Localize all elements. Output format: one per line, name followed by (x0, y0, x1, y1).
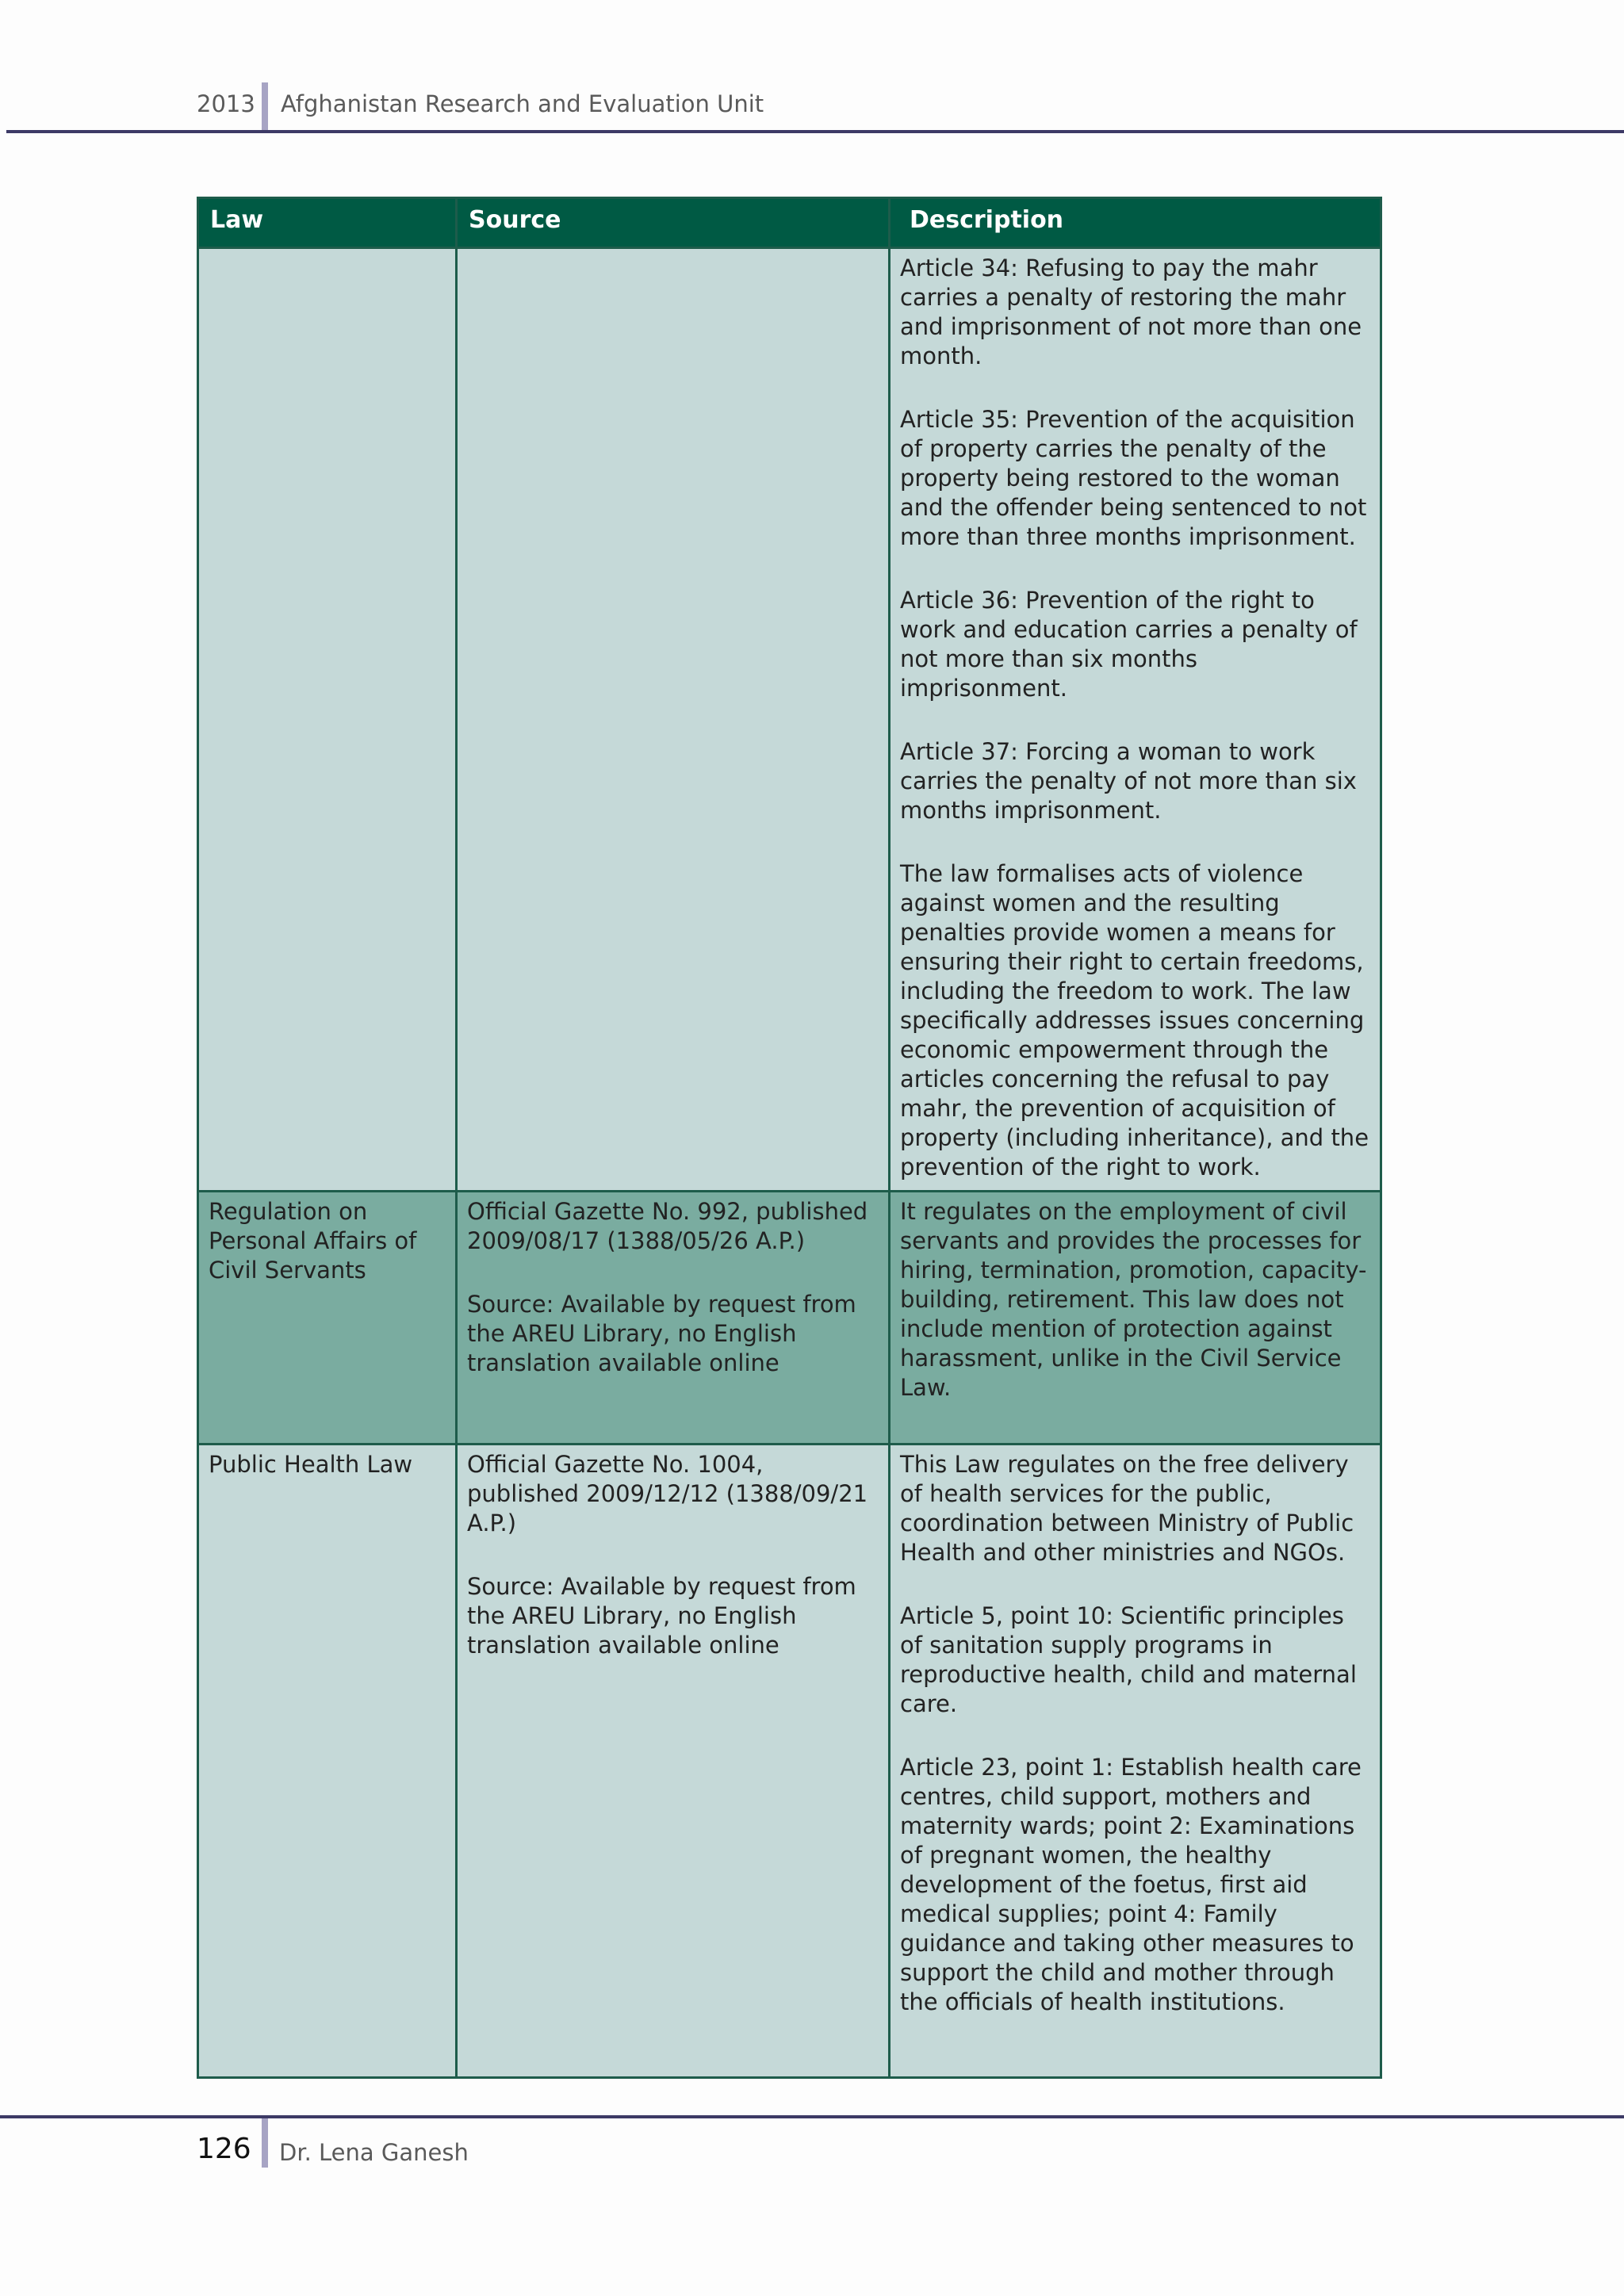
header-rule (6, 130, 1624, 133)
description-paragraph: Article 37: Forcing a woman to work carries the penalty of not more than six months imprisonment. (900, 738, 1357, 824)
column-header-source: Source (457, 198, 890, 248)
description-paragraph: Article 36: Prevention of the right to work and education carries a penalty of not more than six months imprisonment. (900, 587, 1358, 702)
column-header-description: Description (890, 198, 1381, 248)
table-row (198, 1192, 1381, 1445)
source-paragraph: Source: Available by request from the AREU Library, no English translation available online (467, 1573, 856, 1659)
law-cell: Public Health Law (198, 1445, 457, 2078)
footer-rule (0, 2115, 1624, 2118)
source-paragraph: Official Gazette No. 1004, published 2009/12/12 (1388/09/21 A.P.) (467, 1451, 868, 1536)
header-organization: Afghanistan Research and Evaluation Unit (281, 90, 764, 117)
header-divider (262, 82, 268, 132)
description-paragraph: It regulates on the employment of civil servants and provides the processes for hiring, termination, promotion, capacity-building, retirement. This law does not include mention of protection against harassment, unlike in the Civil Service Law. (900, 1198, 1367, 1401)
description-cell (890, 248, 1381, 1192)
source-cell (457, 1445, 890, 2078)
table-row (198, 1445, 1381, 2078)
description-paragraph: Article 23, point 1: Establish health care centres, child support, mothers and maternity wards; point 2: Examinations of pregnant women, the healthy development of the foetus, first aid medical supplies; point 4: Family guidance and taking other measures to support the child and mother through the officials of health institutions. (900, 1754, 1362, 2015)
description-paragraph: Article 34: Refusing to pay the mahr carries a penalty of restoring the mahr and imprisonment of not more than one month. (900, 254, 1362, 369)
footer-author: Dr. Lena Ganesh (279, 2139, 469, 2166)
column-header-law: Law (198, 198, 457, 248)
description-cell (890, 1192, 1381, 1445)
description-paragraph: This Law regulates on the free delivery of health services for the public, coordination between Ministry of Public Health and other ministries and NGOs. (900, 1451, 1354, 1566)
description-cell (890, 1445, 1381, 2078)
footer-divider (262, 2118, 268, 2168)
source-paragraph: Source: Available by request from the AREU Library, no English translation available online (467, 1291, 856, 1376)
page-number: 126 (197, 2133, 251, 2165)
table-header-row (198, 198, 1381, 248)
source-cell (457, 248, 890, 1192)
law-cell (198, 248, 457, 1192)
table-row (198, 248, 1381, 1192)
description-paragraph: Article 35: Prevention of the acquisition of property carries the penalty of the property being restored to the woman and the offender being sentenced to not more than three months imprisonment. (900, 406, 1367, 550)
source-paragraph: Official Gazette No. 992, published 2009/08/17 (1388/05/26 A.P.) (467, 1198, 868, 1254)
law-table (197, 197, 1382, 2079)
law-cell: Regulation on Personal Affairs of Civil Servants (198, 1192, 457, 1445)
header-year: 2013 (197, 90, 255, 117)
description-paragraph: The law formalises acts of violence against women and the resulting penalties provide women a means for ensuring their right to certain freedoms, including the freedom to work. The law specifically addresses issues concerning economic empowerment through the articles concerning the refusal to pay mahr, the prevention of acquisition of property (including inheritance), and the prevention of the right to work. (900, 860, 1369, 1181)
description-paragraph: Article 5, point 10: Scientific principles of sanitation supply programs in reproductive health, child and maternal care. (900, 1602, 1357, 1717)
source-cell (457, 1192, 890, 1445)
page-header (0, 0, 1624, 135)
